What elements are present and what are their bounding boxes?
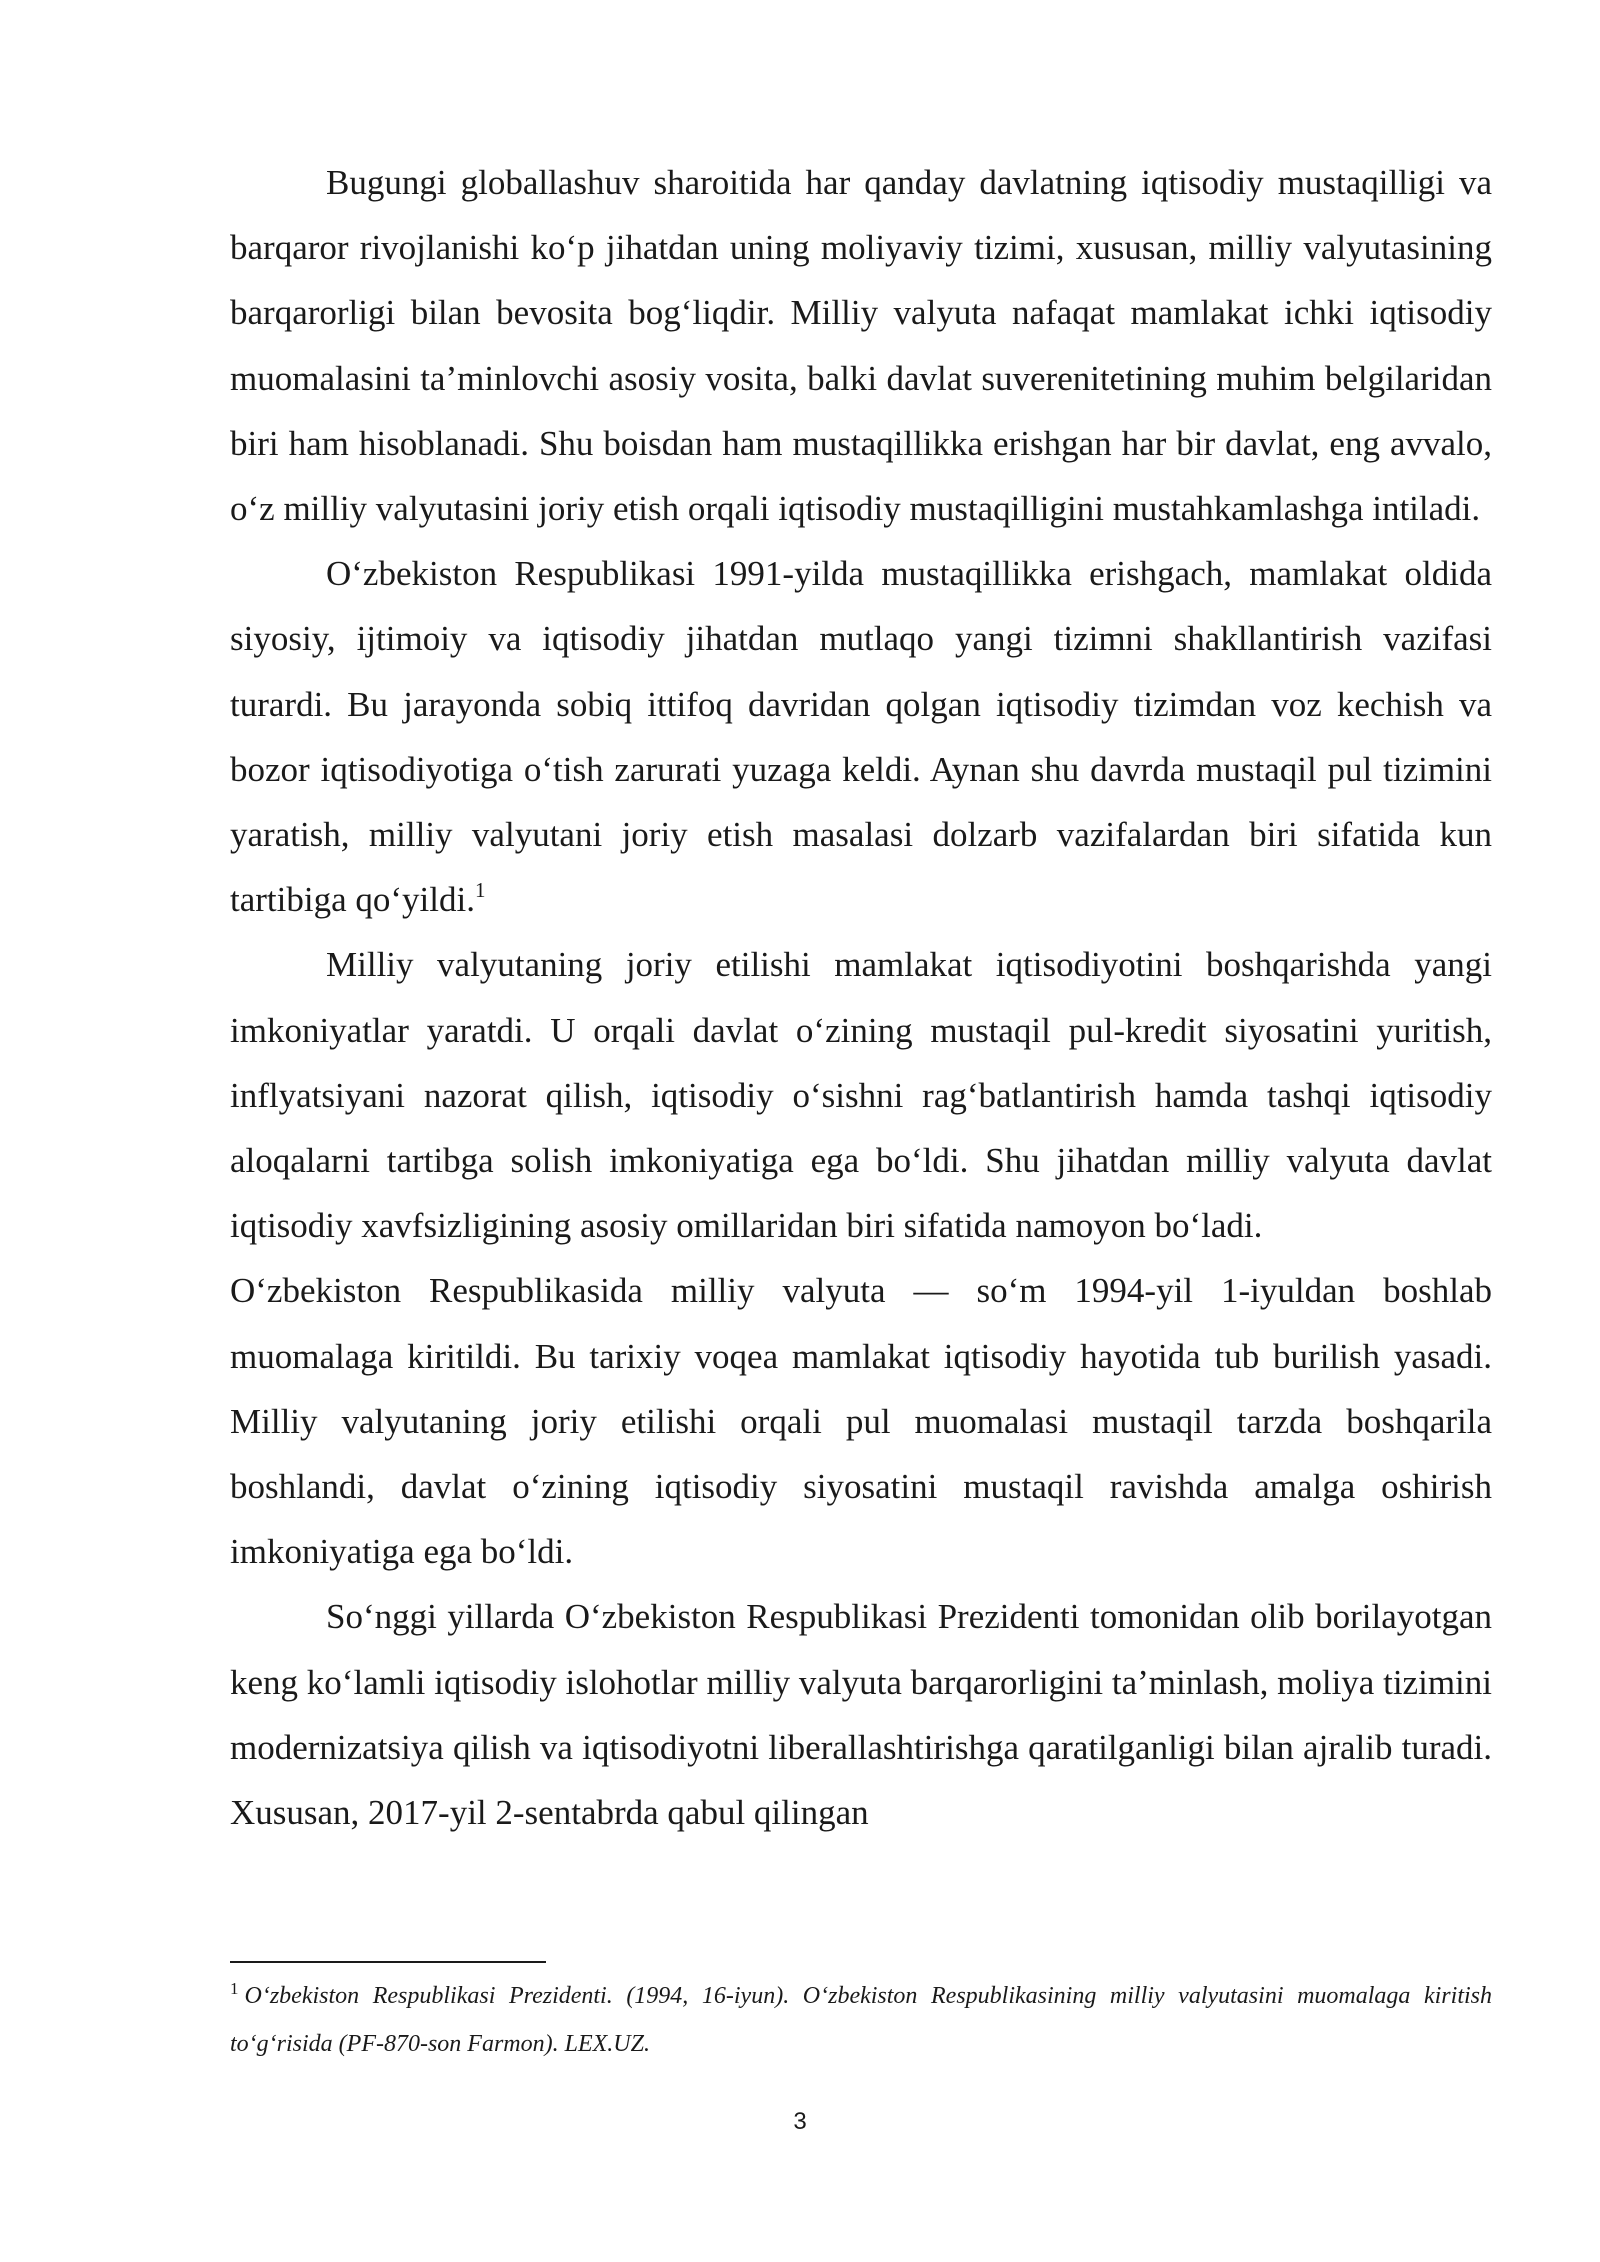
body-text [230,150,1492,1845]
paragraph: Milliy valyutaning joriy etilishi mamlakat iqtisodiyotini boshqarishda yangi imkoniyatlar yaratdi. U orqali davlat o‘zining mustaqil pul-kredit siyosatini yuritish, inflyatsiyani nazorat qilish, iqtisodiy o‘sishni rag‘batlantirish hamda tashqi iqtisodiy aloqalarni tartibga solish imkoniyatiga ega bo‘ldi. Shu jihatdan milliy valyuta davlat iqtisodiy xavfsizligining asosiy omillaridan biri sifatida namoyon bo‘ladi. [230,945,1492,1246]
paragraph: O‘zbekiston Respublikasida milliy valyuta — so‘m 1994-yil 1-iyuldan boshlab muomalaga kiritildi. Bu tarixiy voqea mamlakat iqtisodiy hayotida tub burilish yasadi. Milliy valyutaning joriy etilishi orqali pul muomalasi mustaqil tarzda boshqarila boshlandi, davlat o‘zining iqtisodiy siyosatini mustaqil ravishda amalga oshirish imkoniyatiga ega bo‘ldi. [230,1271,1492,1572]
footnote-text: O‘zbekiston Respublikasi Prezidenti. (1994, 16-iyun). O‘zbekiston Respublikasining milliy valyutasini muomalaga kiritish to‘g‘risida (PF-870-son Farmon). LEX.UZ. [230,1983,1492,2057]
page-number: 3 [793,2108,807,2135]
paragraph-text: O‘zbekiston Respublikasi 1991-yilda mustaqillikka erishgach, mamlakat oldida siyosiy, ijtimoiy va iqtisodiy jihatdan mutlaqo yangi tizimni shakllantirish vazifasi turardi. Bu jarayonda sobiq ittifoq davridan qolgan iqtisodiy tizimdan voz kechish va bozor iqtisodiyotiga o‘tish zarurati yuzaga keldi. Aynan shu davrda mustaqil pul tizimini yaratish, milliy valyutani joriy etish masalasi dolzarb vazifalardan biri sifatida kun tartibiga qo‘yildi. [230,554,1492,920]
footnote-reference[interactable]: 1 [474,877,486,902]
paragraph [230,541,1492,932]
paragraph: So‘nggi yillarda O‘zbekiston Respublikasi Prezidenti tomonidan olib borilayotgan keng ko‘lamli iqtisodiy islohotlar milliy valyuta barqarorligini ta’minlash, moliya tizimini modernizatsiya qilish va iqtisodiyotni liberallashtirishga qaratilganligi bilan ajralib turadi. Xususan, 2017-yil 2-sentabrda qabul qilingan [230,1597,1492,1833]
footnote [230,1972,1492,2068]
footnote-number: 1 [230,1979,239,1998]
footnote-separator [230,1961,546,1963]
paragraph: Bugungi globallashuv sharoitida har qanday davlatning iqtisodiy mustaqilligi va barqaror rivojlanishi ko‘p jihatdan uning moliyaviy tizimi, xususan, milliy valyutasining barqarorligi bilan bevosita bog‘liqdir. Milliy valyuta nafaqat mamlakat ichki iqtisodiy muomalasini ta’minlovchi asosiy vosita, balki davlat suverenitetining muhim belgilaridan biri ham hisoblanadi. Shu boisdan ham mustaqillikka erishgan har bir davlat, eng avvalo, o‘z milliy valyutasini joriy etish orqali iqtisodiy mustaqilligini mustahkamlashga intiladi. [230,163,1492,529]
